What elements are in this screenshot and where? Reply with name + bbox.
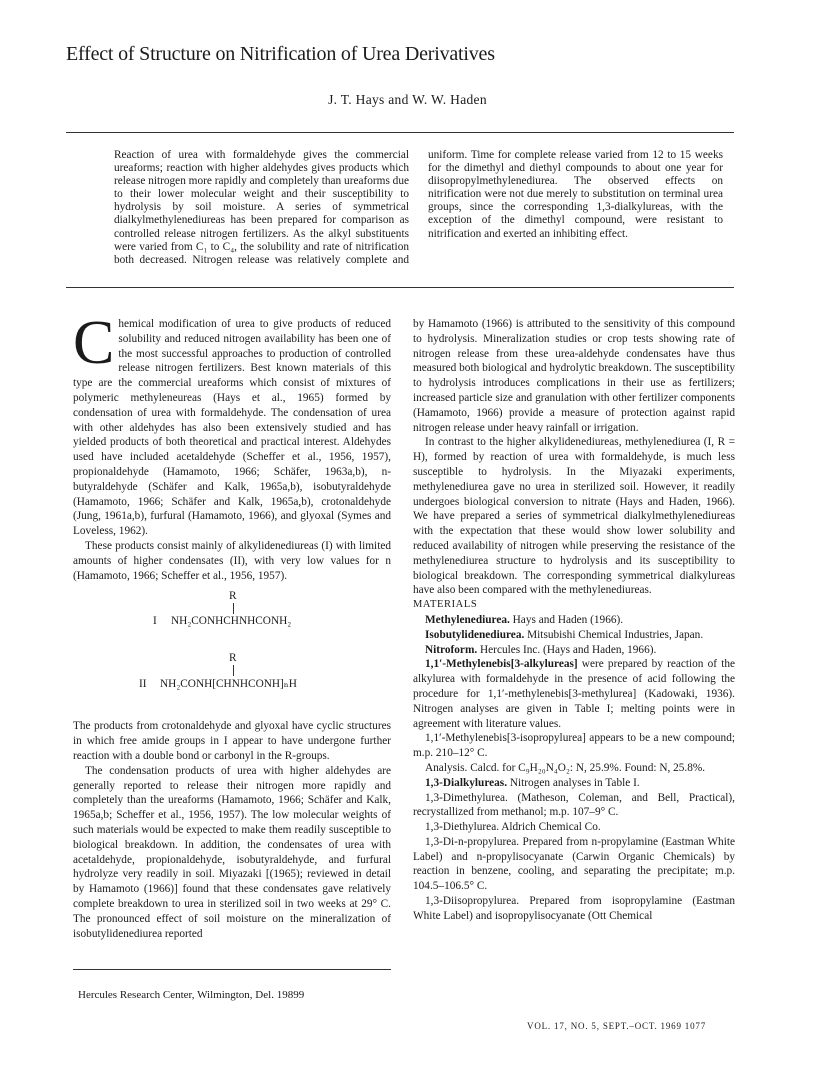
formula-2-label: II [139, 678, 147, 691]
material-dialkylureas [413, 776, 735, 791]
material-label: Nitroform. [425, 643, 478, 656]
material-methylenediurea [413, 613, 735, 628]
right-column [413, 317, 735, 924]
formula-block [73, 589, 391, 651]
hydrolysis-paragraph: by Hamamoto (1966) is attributed to the sensitivity of this compound to hydrolysis. Mineralization studies or crop tests showing rate of nitrogen release from these urea-aldehyde condensates have thus measured both biological and hydrolytic breakdown. The susceptibility to hydrolysis introduces complications in their use as fertilizers; increased particle size and granulation with other fertilizer components (Hamamoto, 1966) provide a measure of protection against rapid nitrogen release under heavy rainfall or irrigation. [413, 318, 735, 434]
material-isopropyl-new: 1,1′-Methylenebis[3-isopropylurea] appears to be a new compound; m.p. 210–12° C. [413, 732, 735, 760]
material-analysis: Analysis. Calcd. for C₉H₂₀N₄O₂: N, 25.9%. Found: N, 25.8%. [425, 761, 706, 774]
material-text: Mitsubishi Chemical Industries, Japan. [524, 628, 704, 641]
material-label: Isobutylidenediurea. [425, 628, 525, 641]
material-label: Methylenediurea. [425, 613, 510, 626]
formula-1-bond [233, 603, 234, 614]
abstract [114, 149, 723, 271]
top-rule [66, 132, 734, 133]
materials-heading: MATERIALS [413, 599, 478, 611]
material-dimethylurea: 1,3-Dimethylurea. (Matheson, Coleman, and Bell, Practical), recrystallized from methanol; m.p. 107–9° C. [413, 791, 735, 819]
condensation-paragraph: The condensation products of urea with higher aldehydes are generally reported to release their nitrogen more rapidly and completely than the ureaforms (Hamamoto, 1966; Schäfer and Kalk, 1965a,b; Scheffer et al., 1956, 1957). The low molecular weights of such materials would be expected to make them readily susceptible to biological breakdown. In addition, the condensates of urea with acetaldehyde, propionaldehyde, isobutyraldehyde, and furfural hydrolyze very readily in soil. Miyazaki [(1965); reviewed in detail by Hamamoto (1966)] found that these condensates gave relatively complete breakdown to urea in sterilized soil in two weeks at 29° C. The pronounced effect of soil moisture on the mineralization of isobutylidenediurea reported [73, 764, 391, 940]
material-diethylurea: 1,3-Diethylurea. Aldrich Chemical Co. [425, 821, 601, 834]
formula-2-r: R [229, 652, 237, 665]
formula-2-bond [233, 665, 234, 676]
intro-text: hemical modification of urea to give products of reduced solubility and reduced nitrogen availability has been one of the most successful approaches to production of controlled release nitrogen fertilizers. Best known materials of this type are the commercial ureaforms which consist of mixtures of polymeric methyleneureas (Hays et al., 1965) formed by condensation of urea with formaldehyde. The condensation of urea with other aldehydes has also been extensively studied and has yielded products of both theoretical and practical interest. Aldehydes used have included acetaldehyde (Scheffer et al., 1956, 1957), propionaldehyde (Hamamoto, 1966; Schäfer, 1963a,b), n-butyraldehyde (Schäfer and Kalk, 1965a,b), isobutyraldehyde (Hamamoto, 1966; Schäfer and Kalk, 1965a,b), crotonaldehyde (Jung, 1961a,b), furfural (Hamamoto, 1966), and glyoxal (Symes and Loveless, 1962). [73, 318, 391, 538]
paper-title: Effect of Structure on Nitrification of Urea Derivatives [66, 43, 495, 65]
material-isobutylidenediurea [413, 628, 735, 643]
drop-cap: C [73, 309, 115, 377]
material-dipropylurea: 1,3-Di-n-propylurea. Prepared from n-propylamine (Eastman White Label) and n-propylisocyanate (Carwin Organic Chemicals) by reaction in benzene, cooling, and separating the precipitate; m.p. 104.5–106.5° C. [413, 835, 735, 893]
products-paragraph: These products consist mainly of alkylidenediureas (I) with limited amounts of higher condensates (II), with very low values for n (Hamamoto, 1966; Scheffer et al., 1956, 1957). [73, 539, 391, 582]
methylenediurea-paragraph: In contrast to the higher alkylidenediureas, methylenediurea (I, R = H), formed by reaction of urea with formaldehyde, is much less susceptible to hydrolysis. In the Miyazaki experiments, methylenediurea gave no urea in sterilized soil. However, it readily undergoes biological conversion to nitrate (Hays and Haden, 1966). We have prepared a series of symmetrical dialkylmethylenediureas with the expectation that these would show lower solubility and reduced availability of nitrogen while preserving the resistance of the methylenediurea structure to hydrolysis and its susceptibility to biological breakdown. The corresponding symmetrical dialkylureas have also been compared with the methylenediureas. [413, 436, 735, 597]
affiliation-footnote: Hercules Research Center, Wilmington, Del. 19899 [78, 989, 305, 1001]
footnote-rule [73, 969, 391, 970]
formula-block-2 [73, 651, 391, 713]
left-column [73, 309, 391, 941]
material-label: 1,1′-Methylenebis[3-alkylureas] [425, 658, 578, 671]
page-footer: VOL. 17, NO. 5, SEPT.–OCT. 1969 1077 [527, 1021, 706, 1031]
abstract-bottom-rule [66, 287, 734, 288]
formula-1-label: I [153, 615, 157, 628]
material-text: Hays and Haden (1966). [509, 613, 624, 626]
abstract-text: Reaction of urea with formaldehyde gives the commercial ureaforms; reaction with higher aldehydes gives products which release nitrogen more rapidly and completely than ureaforms due to their lower molecular weight and their susceptibility to hydrolysis by soil moisture. A series of symmetrical dialkylmethylenediureas has been prepared for comparison as controlled release nitrogen fertilizers. As the alkyl substituents were varied from C₁ to C₄, the solubility and rate of nitrification both decreased. Nitrogen release was relatively complete and uniform. Time for complete release varied from 12 to 15 weeks for the dimethyl and diethyl compounds to about one year for diisopropylmethylenediurea. The observed effects on nitrification were not due merely to substitution on terminal urea groups, since the corresponding 1,3-dialkylureas, with the exception of the dimethyl compound, were resistant to nitrification and exerted an inhibiting effect. [114, 149, 723, 266]
cyclic-paragraph: The products from crotonaldehyde and glyoxal have cyclic structures in which free amide groups in I appear to have undergone further reaction with a double bond or carbonyl in the R-groups. [73, 720, 391, 762]
material-text: were prepared by reaction of the alkylurea with formaldehyde in the presence of acid following the procedure for 1,1′-methylenebis[3-methylurea] (Kadowaki, 1936). Nitrogen analyses are given in Table I; melting points were in agreement with literature values. [413, 658, 735, 730]
material-label: 1,3-Dialkylureas. [425, 776, 508, 789]
material-text: Nitrogen analyses in Table I. [507, 776, 640, 789]
intro-paragraph [73, 309, 391, 539]
material-methylenebis [413, 657, 735, 731]
formula-2: NH₂CONH[CHNHCONH]ₙH [160, 678, 297, 691]
formula-1-r: R [229, 590, 237, 603]
material-nitroform [413, 643, 735, 658]
material-text: Hercules Inc. (Hays and Haden, 1966). [477, 643, 657, 656]
material-diisopropylurea: 1,3-Diisopropylurea. Prepared from isopropylamine (Eastman White Label) and isopropylisocyanate (Ott Chemical [413, 895, 735, 922]
formula-1: NH₂CONHCHNHCONH₂ [171, 615, 292, 628]
paper-authors: J. T. Hays and W. W. Haden [328, 92, 487, 107]
